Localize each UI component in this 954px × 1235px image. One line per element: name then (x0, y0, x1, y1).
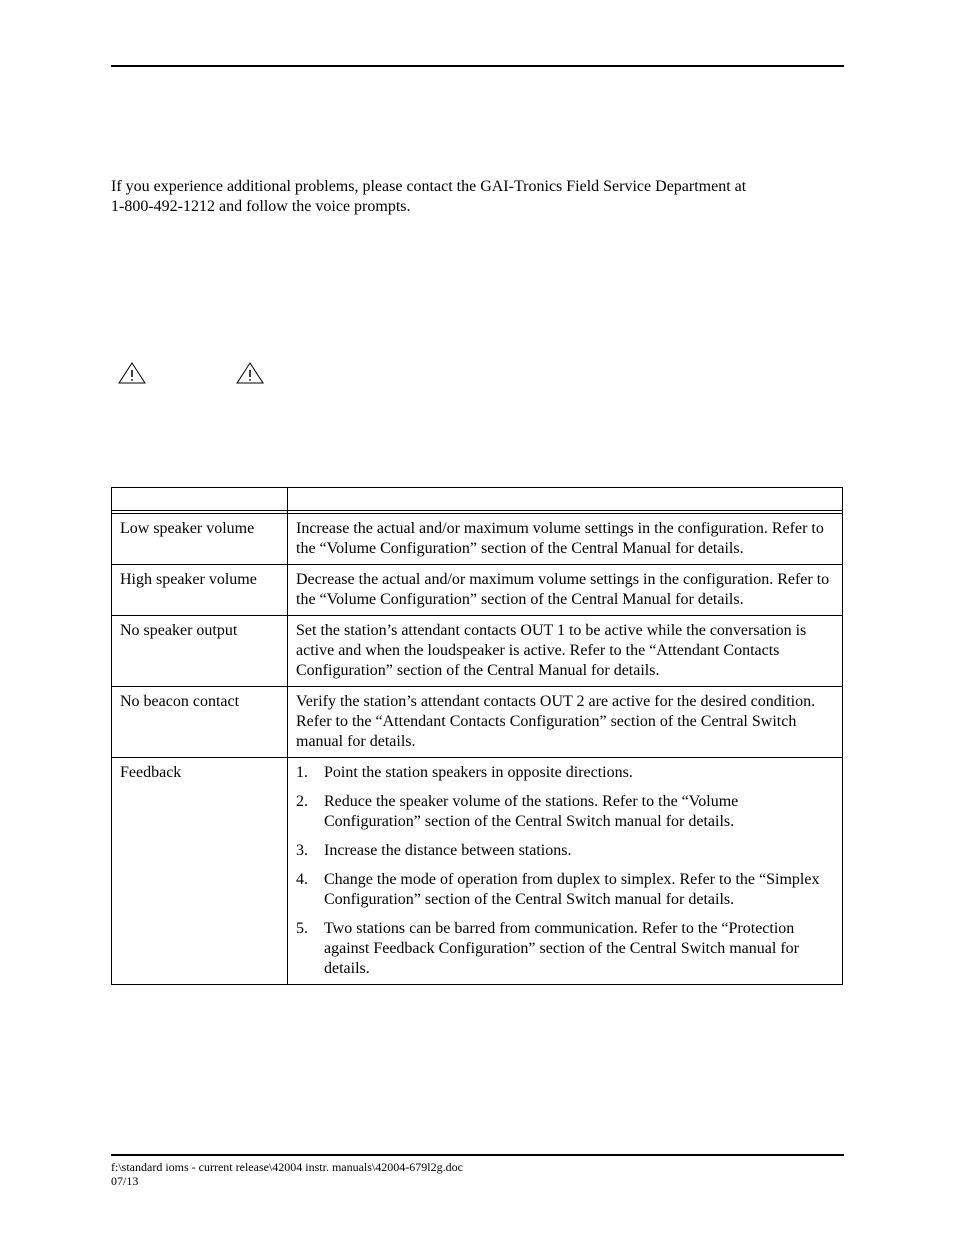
step-number: 1. (296, 764, 308, 781)
warning-triangle-icon (235, 361, 265, 385)
contact-paragraph (111, 177, 844, 217)
list-item (296, 763, 834, 783)
table-row (112, 687, 843, 758)
step-number: 3. (296, 842, 308, 859)
step-text: Reduce the speaker volume of the stations. Refer to the “Volume Configuration” section of the Central Switch manual for details. (324, 793, 739, 830)
list-item (296, 841, 834, 861)
contact-line-2: 1-800-492-1212 and follow the voice prompts. (111, 198, 411, 215)
problem-cell: No beacon contact (112, 687, 288, 758)
footer-rule (111, 1154, 844, 1156)
step-text: Increase the distance between stations. (324, 842, 572, 859)
problem-cell: High speaker volume (112, 565, 288, 616)
warning-triangle-icon (117, 361, 147, 385)
document-footer (111, 1160, 463, 1188)
header-rule (111, 65, 844, 67)
problem-cell: Feedback (112, 758, 288, 985)
solution-cell: Set the station’s attendant contacts OUT 1 to be active while the conversation is active and when the loudspeaker is active. Refer to the “Attendant Contacts Configuration” section of the Central Manual for details. (288, 616, 843, 687)
solution-cell: Decrease the actual and/or maximum volume settings in the configuration. Refer to the “Volume Configuration” section of the Central Manual for details. (288, 565, 843, 616)
troubleshooting-table (111, 487, 843, 985)
step-number: 4. (296, 871, 308, 888)
table-header-row (112, 488, 843, 511)
contact-line-1: If you experience additional problems, please contact the GAI-Tronics Field Service Department at (111, 178, 747, 195)
step-number: 5. (296, 920, 308, 937)
header-cell-problem (112, 488, 288, 511)
step-text: Two stations can be barred from communication. Refer to the “Protection against Feedback Configuration” section of the Central Switch manual for details. (324, 920, 799, 977)
table-row (112, 758, 843, 985)
problem-cell: No speaker output (112, 616, 288, 687)
list-item (296, 792, 834, 832)
step-text: Change the mode of operation from duplex to simplex. Refer to the “Simplex Configuration” section of the Central Switch manual for details. (324, 871, 820, 908)
feedback-steps-list (296, 763, 834, 979)
table-row (112, 565, 843, 616)
table-row (112, 616, 843, 687)
list-item (296, 919, 834, 979)
list-item (296, 870, 834, 910)
table-row (112, 514, 843, 565)
solution-cell: Increase the actual and/or maximum volume settings in the configuration. Refer to the “Volume Configuration” section of the Central Manual for details. (288, 514, 843, 565)
problem-cell: Low speaker volume (112, 514, 288, 565)
revision-date: 07/13 (111, 1174, 139, 1188)
file-path: f:\standard ioms - current release\42004 instr. manuals\42004-679l2g.doc (111, 1160, 463, 1174)
step-number: 2. (296, 793, 308, 810)
solution-cell (288, 758, 843, 985)
solution-cell: Verify the station’s attendant contacts OUT 2 are active for the desired condition. Refer to the “Attendant Contacts Configuration” section of the Central Switch manual for details. (288, 687, 843, 758)
header-cell-solution (288, 488, 843, 511)
step-text: Point the station speakers in opposite directions. (324, 764, 633, 781)
